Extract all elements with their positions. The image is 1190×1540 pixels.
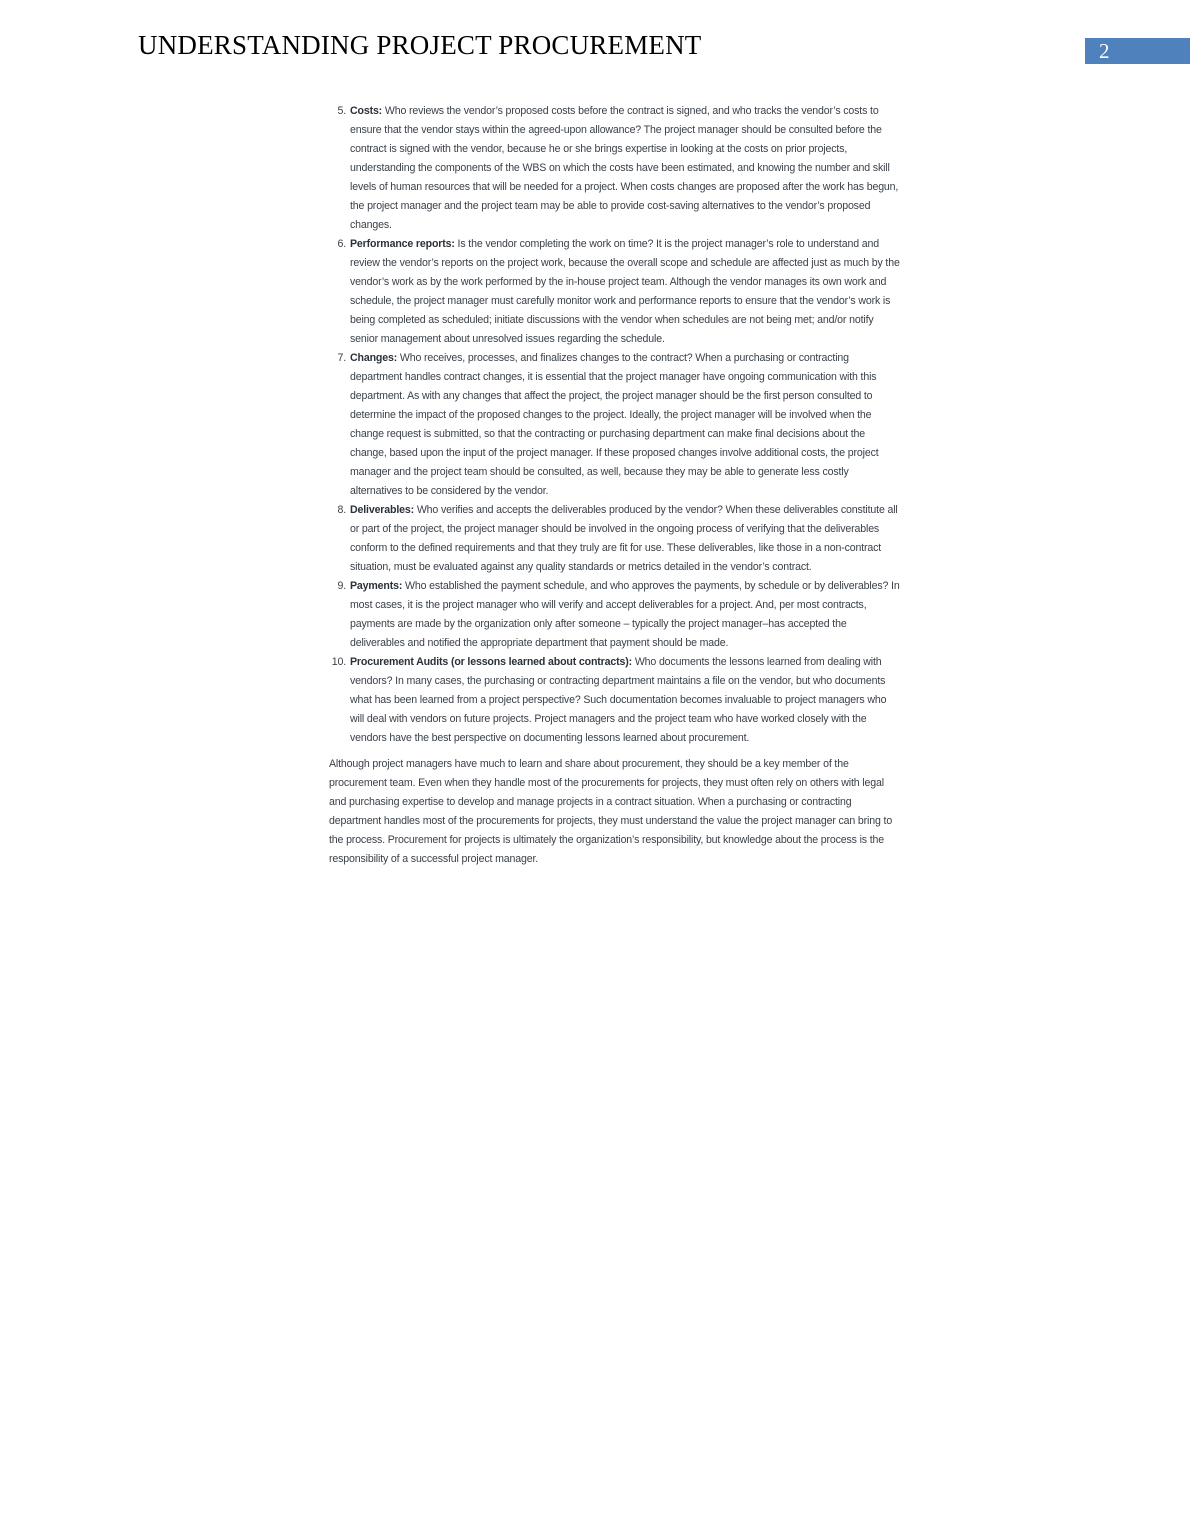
- numbered-list: [329, 102, 901, 748]
- list-item-term: Performance reports:: [350, 238, 455, 250]
- list-item-text: Who established the payment schedule, and who approves the payments, by schedule or by deliverables? In most cases, it is the project manager who will verify and accept deliverables for a project. And, per most contracts, payments are made by the organization only after someone – typically the project manager–has accepted the deliverables and notified the appropriate department that payment should be made.: [350, 580, 900, 649]
- list-item-deliverables: [329, 501, 901, 577]
- list-item-text: Who verifies and accepts the deliverables produced by the vendor? When these deliverables constitute all or part of the project, the project manager should be involved in the ongoing process of verifying that the deliverables conform to the defined requirements and that they truly are fit for use. These deliverables, like those in a non-contract situation, must be evaluated against any quality standards or metrics detailed in the vendor’s contract.: [350, 504, 898, 573]
- list-item-performance-reports: [329, 235, 901, 349]
- list-item-changes: [329, 349, 901, 501]
- list-item-number: 5.: [337, 105, 346, 117]
- list-item-text: Is the vendor completing the work on time? It is the project manager’s role to understand and review the vendor’s reports on the project work, because the overall scope and schedule are affected just as much by the vendor’s work as by the work performed by the in-house project team. Although the vendor manages its own work and schedule, the project manager must carefully monitor work and performance reports to ensure that the vendor’s work is being completed as scheduled; initiate discussions with the vendor when schedules are not being met; and/or notify senior management about unresolved issues regarding the schedule.: [350, 238, 900, 345]
- list-item-number: 6.: [337, 238, 346, 250]
- page-number-badge: [1085, 38, 1190, 64]
- embedded-text-image: [329, 102, 901, 869]
- list-item-number: 8.: [337, 504, 346, 516]
- list-item-number: 9.: [337, 580, 346, 592]
- list-item-costs: [329, 102, 901, 235]
- list-item-term: Payments:: [350, 580, 403, 592]
- list-item-number: 10.: [331, 656, 346, 668]
- list-item-text: Who documents the lessons learned from dealing with vendors? In many cases, the purchasing or contracting department maintains a file on the vendor, but who documents what has been learned from a project perspective? Such documentation becomes invaluable to project managers who will deal with vendors on future projects. Project managers and the project team who have worked closely with the vendors have the best perspective on documenting lessons learned about procurement.: [350, 656, 887, 744]
- page-number: 2: [1099, 39, 1110, 63]
- list-item-term: Costs:: [350, 105, 383, 117]
- list-item-term: Deliverables:: [350, 504, 415, 516]
- running-header-title: UNDERSTANDING PROJECT PROCUREMENT: [138, 30, 702, 60]
- list-item-procurement-audits: [329, 653, 901, 748]
- list-item-payments: [329, 577, 901, 653]
- list-item-text: Who receives, processes, and finalizes changes to the contract? When a purchasing or contracting department handles contract changes, it is essential that the project manager have ongoing communication with this department. As with any changes that affect the project, the project manager should be the first person consulted to determine the impact of the proposed changes to the project. Ideally, the project manager will be involved when the change request is submitted, so that the contracting or purchasing department can make final decisions about the change, based upon the input of the project manager. If these proposed changes involve additional costs, the project manager and the project team should be consulted, as well, because they may be able to generate less costly alternatives to be considered by the vendor.: [350, 352, 879, 497]
- closing-paragraph: Although project managers have much to learn and share about procurement, they should be a key member of the procurement team. Even when they handle most of the procurements for projects, they must often rely on others with legal and purchasing expertise to develop and manage projects in a contract situation. When a purchasing or contracting department handles most of the procurements for projects, they must understand the value the project manager can bring to the process. Procurement for projects is ultimately the organization’s responsibility, but knowledge about the process is the responsibility of a successful project manager.: [329, 758, 893, 865]
- list-item-term: Procurement Audits (or lessons learned about contracts):: [350, 656, 633, 668]
- list-item-term: Changes:: [350, 352, 398, 364]
- list-item-text: Who reviews the vendor’s proposed costs before the contract is signed, and who tracks the vendor’s costs to ensure that the vendor stays within the agreed-upon allowance? The project manager should be consulted before the contract is signed with the vendor, because he or she brings expertise in looking at the costs on prior projects, understanding the components of the WBS on which the costs have been estimated, and knowing the number and skill levels of human resources that will be needed for a project. When costs changes are proposed after the work has begun, the project manager and the project team may be able to provide cost-saving alternatives to the vendor’s proposed changes.: [350, 105, 899, 231]
- list-item-number: 7.: [337, 352, 346, 364]
